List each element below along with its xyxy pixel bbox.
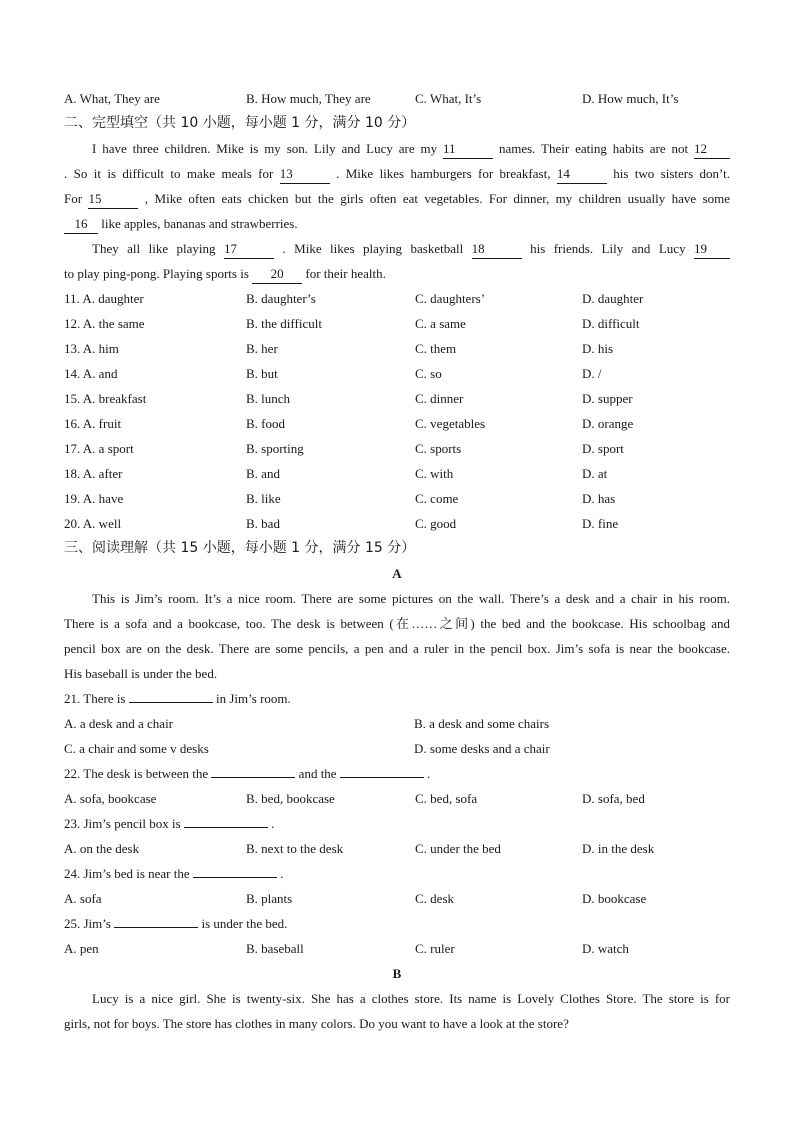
- option-a: 18. A. after: [64, 466, 123, 481]
- q21-blank: [129, 702, 213, 703]
- passage-a-line-1: This is Jim’s room. It’s a nice room. There are some pictures on the wall. There’s a desk and a chair in his room.: [92, 591, 730, 606]
- q21-stem: 21. There is in Jim’s room.: [64, 691, 291, 706]
- option-b: B. bad: [246, 516, 280, 531]
- option-a: 20. A. well: [64, 516, 122, 531]
- q22-options-row: [64, 786, 730, 811]
- option-a: 15. A. breakfast: [64, 391, 147, 406]
- blank-14: 14: [557, 165, 607, 184]
- passage-b-line-2: girls, not for boys. The store has clothes in many colors. Do you want to have a look at the store?: [64, 1016, 569, 1031]
- blank-16: 16: [64, 215, 98, 234]
- option-c: C. with: [415, 466, 454, 481]
- cloze-line-3: For 15 , Mike often eats chicken but the girls often eat vegetables. For dinner, my children usually have some: [64, 186, 730, 211]
- question-row: [64, 311, 730, 336]
- q22-stem: 22. The desk is between the and the .: [64, 766, 431, 781]
- cloze-line-4: 16 like apples, bananas and strawberries.: [64, 211, 730, 236]
- option-b: B. the difficult: [246, 316, 322, 331]
- question-row: [64, 386, 730, 411]
- cloze-line-5: They all like playing 17 . Mike likes playing basketball 18 his friends. Lily and Lucy 19: [64, 236, 730, 261]
- q10-option-a: A. What, They are: [64, 91, 160, 106]
- section3-heading: 三、阅读理解（共 15 小题，每小题 1 分，满分 15 分）: [64, 540, 416, 556]
- q24-option-c: C. desk: [415, 891, 454, 906]
- option-d: D. supper: [582, 391, 633, 406]
- option-d: D. fine: [582, 516, 619, 531]
- cloze-line-6: to play ping-pong. Playing sports is 20 for their health.: [64, 261, 730, 286]
- q23-option-a: A. on the desk: [64, 841, 140, 856]
- q23-stem: 23. Jim’s pencil box is .: [64, 816, 275, 831]
- q10-options-row: [64, 86, 730, 111]
- q24-option-d: D. bookcase: [582, 891, 647, 906]
- q10-option-d: D. How much, It’s: [582, 91, 679, 106]
- question-row: [64, 361, 730, 386]
- q22-option-d: D. sofa, bed: [582, 791, 645, 806]
- passage-a-line-4: His baseball is under the bed.: [64, 666, 218, 681]
- blank-19: 19: [694, 240, 730, 259]
- passage-b-line-1: Lucy is a nice girl. She is twenty-six. She has a clothes store. Its name is Lovely Clothes Store. The store is for: [92, 991, 730, 1006]
- option-b: B. like: [246, 491, 281, 506]
- blank-17: 17: [224, 240, 274, 259]
- blank-15: 15: [88, 190, 138, 209]
- q22-option-c: C. bed, sofa: [415, 791, 478, 806]
- blank-13: 13: [280, 165, 330, 184]
- option-c: C. vegetables: [415, 416, 486, 431]
- cloze-line-2: . So it is difficult to make meals for 13 . Mike likes hamburgers for breakfast, 14 his two sisters don’t.: [64, 161, 730, 186]
- q24-blank: [193, 877, 277, 878]
- question-row: [64, 511, 730, 536]
- question-row: [64, 486, 730, 511]
- option-a: 12. A. the same: [64, 316, 145, 331]
- blank-12: 12: [694, 140, 730, 159]
- option-b: B. her: [246, 341, 278, 356]
- q22-blank-2: [340, 777, 424, 778]
- option-b: B. food: [246, 416, 285, 431]
- question-row: [64, 461, 730, 486]
- option-d: D. his: [582, 341, 614, 356]
- passage-a-label: A: [392, 566, 402, 581]
- blank-20: 20: [252, 265, 302, 284]
- option-a: 19. A. have: [64, 491, 124, 506]
- q24-stem: 24. Jim’s bed is near the .: [64, 866, 284, 881]
- q25-option-d: D. watch: [582, 941, 629, 956]
- q21-options-row-2: [64, 736, 730, 761]
- option-a: 16. A. fruit: [64, 416, 122, 431]
- section2-heading: 二、完型填空（共 10 小题，每小题 1 分，满分 10 分）: [64, 115, 416, 131]
- cloze-line-1: I have three children. Mike is my son. Lily and Lucy are my 11 names. Their eating habits are not 12: [64, 136, 730, 161]
- q25-blank: [114, 927, 198, 928]
- passage-a-line-3: pencil box are on the desk. There are some pencils, a pen and a ruler in the pencil box. Jim’s sofa is near the bookcase.: [64, 641, 730, 656]
- option-d: D. daughter: [582, 291, 644, 306]
- q25-options-row: [64, 936, 730, 961]
- q21-option-c: C. a chair and some v desks: [64, 741, 209, 756]
- passage-b-label: B: [392, 966, 402, 981]
- option-b: B. but: [246, 366, 278, 381]
- q21-option-d: D. some desks and a chair: [414, 741, 550, 756]
- q10-option-b: B. How much, They are: [246, 91, 371, 106]
- q21-option-a: A. a desk and a chair: [64, 716, 174, 731]
- passage-a-line-2: There is a sofa and a bookcase, too. The desk is between (在……之间) the bed and the bookcase. His schoolbag and: [64, 616, 730, 631]
- option-d: D. /: [582, 366, 602, 381]
- option-c: C. daughters’: [415, 291, 486, 306]
- q21-options-row-1: [64, 711, 730, 736]
- option-b: B. sporting: [246, 441, 304, 456]
- q22-option-b: B. bed, bookcase: [246, 791, 335, 806]
- question-row: [64, 336, 730, 361]
- option-a: 11. A. daughter: [64, 291, 144, 306]
- option-d: D. has: [582, 491, 616, 506]
- q22-blank-1: [211, 777, 295, 778]
- q21-option-b: B. a desk and some chairs: [414, 716, 550, 731]
- option-a: 13. A. him: [64, 341, 119, 356]
- q25-stem: 25. Jim’s is under the bed.: [64, 916, 288, 931]
- option-c: C. dinner: [415, 391, 464, 406]
- q22-option-a: A. sofa, bookcase: [64, 791, 157, 806]
- option-c: C. a same: [415, 316, 466, 331]
- blank-11: 11: [443, 140, 493, 159]
- q24-option-a: A. sofa: [64, 891, 102, 906]
- q25-option-a: A. pen: [64, 941, 99, 956]
- blank-18: 18: [472, 240, 522, 259]
- q23-blank: [184, 827, 268, 828]
- option-a: 14. A. and: [64, 366, 118, 381]
- q23-options-row: [64, 836, 730, 861]
- option-b: B. daughter’s: [246, 291, 316, 306]
- option-d: D. difficult: [582, 316, 640, 331]
- option-c: C. good: [415, 516, 457, 531]
- option-c: C. sports: [415, 441, 462, 456]
- question-row: [64, 436, 730, 461]
- option-a: 17. A. a sport: [64, 441, 134, 456]
- option-b: B. and: [246, 466, 280, 481]
- option-c: C. so: [415, 366, 442, 381]
- q23-option-c: C. under the bed: [415, 841, 501, 856]
- question-row: [64, 411, 730, 436]
- q25-option-c: C. ruler: [415, 941, 455, 956]
- option-c: C. them: [415, 341, 457, 356]
- q24-option-b: B. plants: [246, 891, 293, 906]
- q25-option-b: B. baseball: [246, 941, 304, 956]
- q24-options-row: [64, 886, 730, 911]
- question-row: [64, 286, 730, 311]
- option-b: B. lunch: [246, 391, 291, 406]
- option-c: C. come: [415, 491, 459, 506]
- option-d: D. at: [582, 466, 608, 481]
- q10-option-c: C. What, It’s: [415, 91, 482, 106]
- option-d: D. sport: [582, 441, 624, 456]
- q23-option-d: D. in the desk: [582, 841, 655, 856]
- option-d: D. orange: [582, 416, 634, 431]
- q23-option-b: B. next to the desk: [246, 841, 344, 856]
